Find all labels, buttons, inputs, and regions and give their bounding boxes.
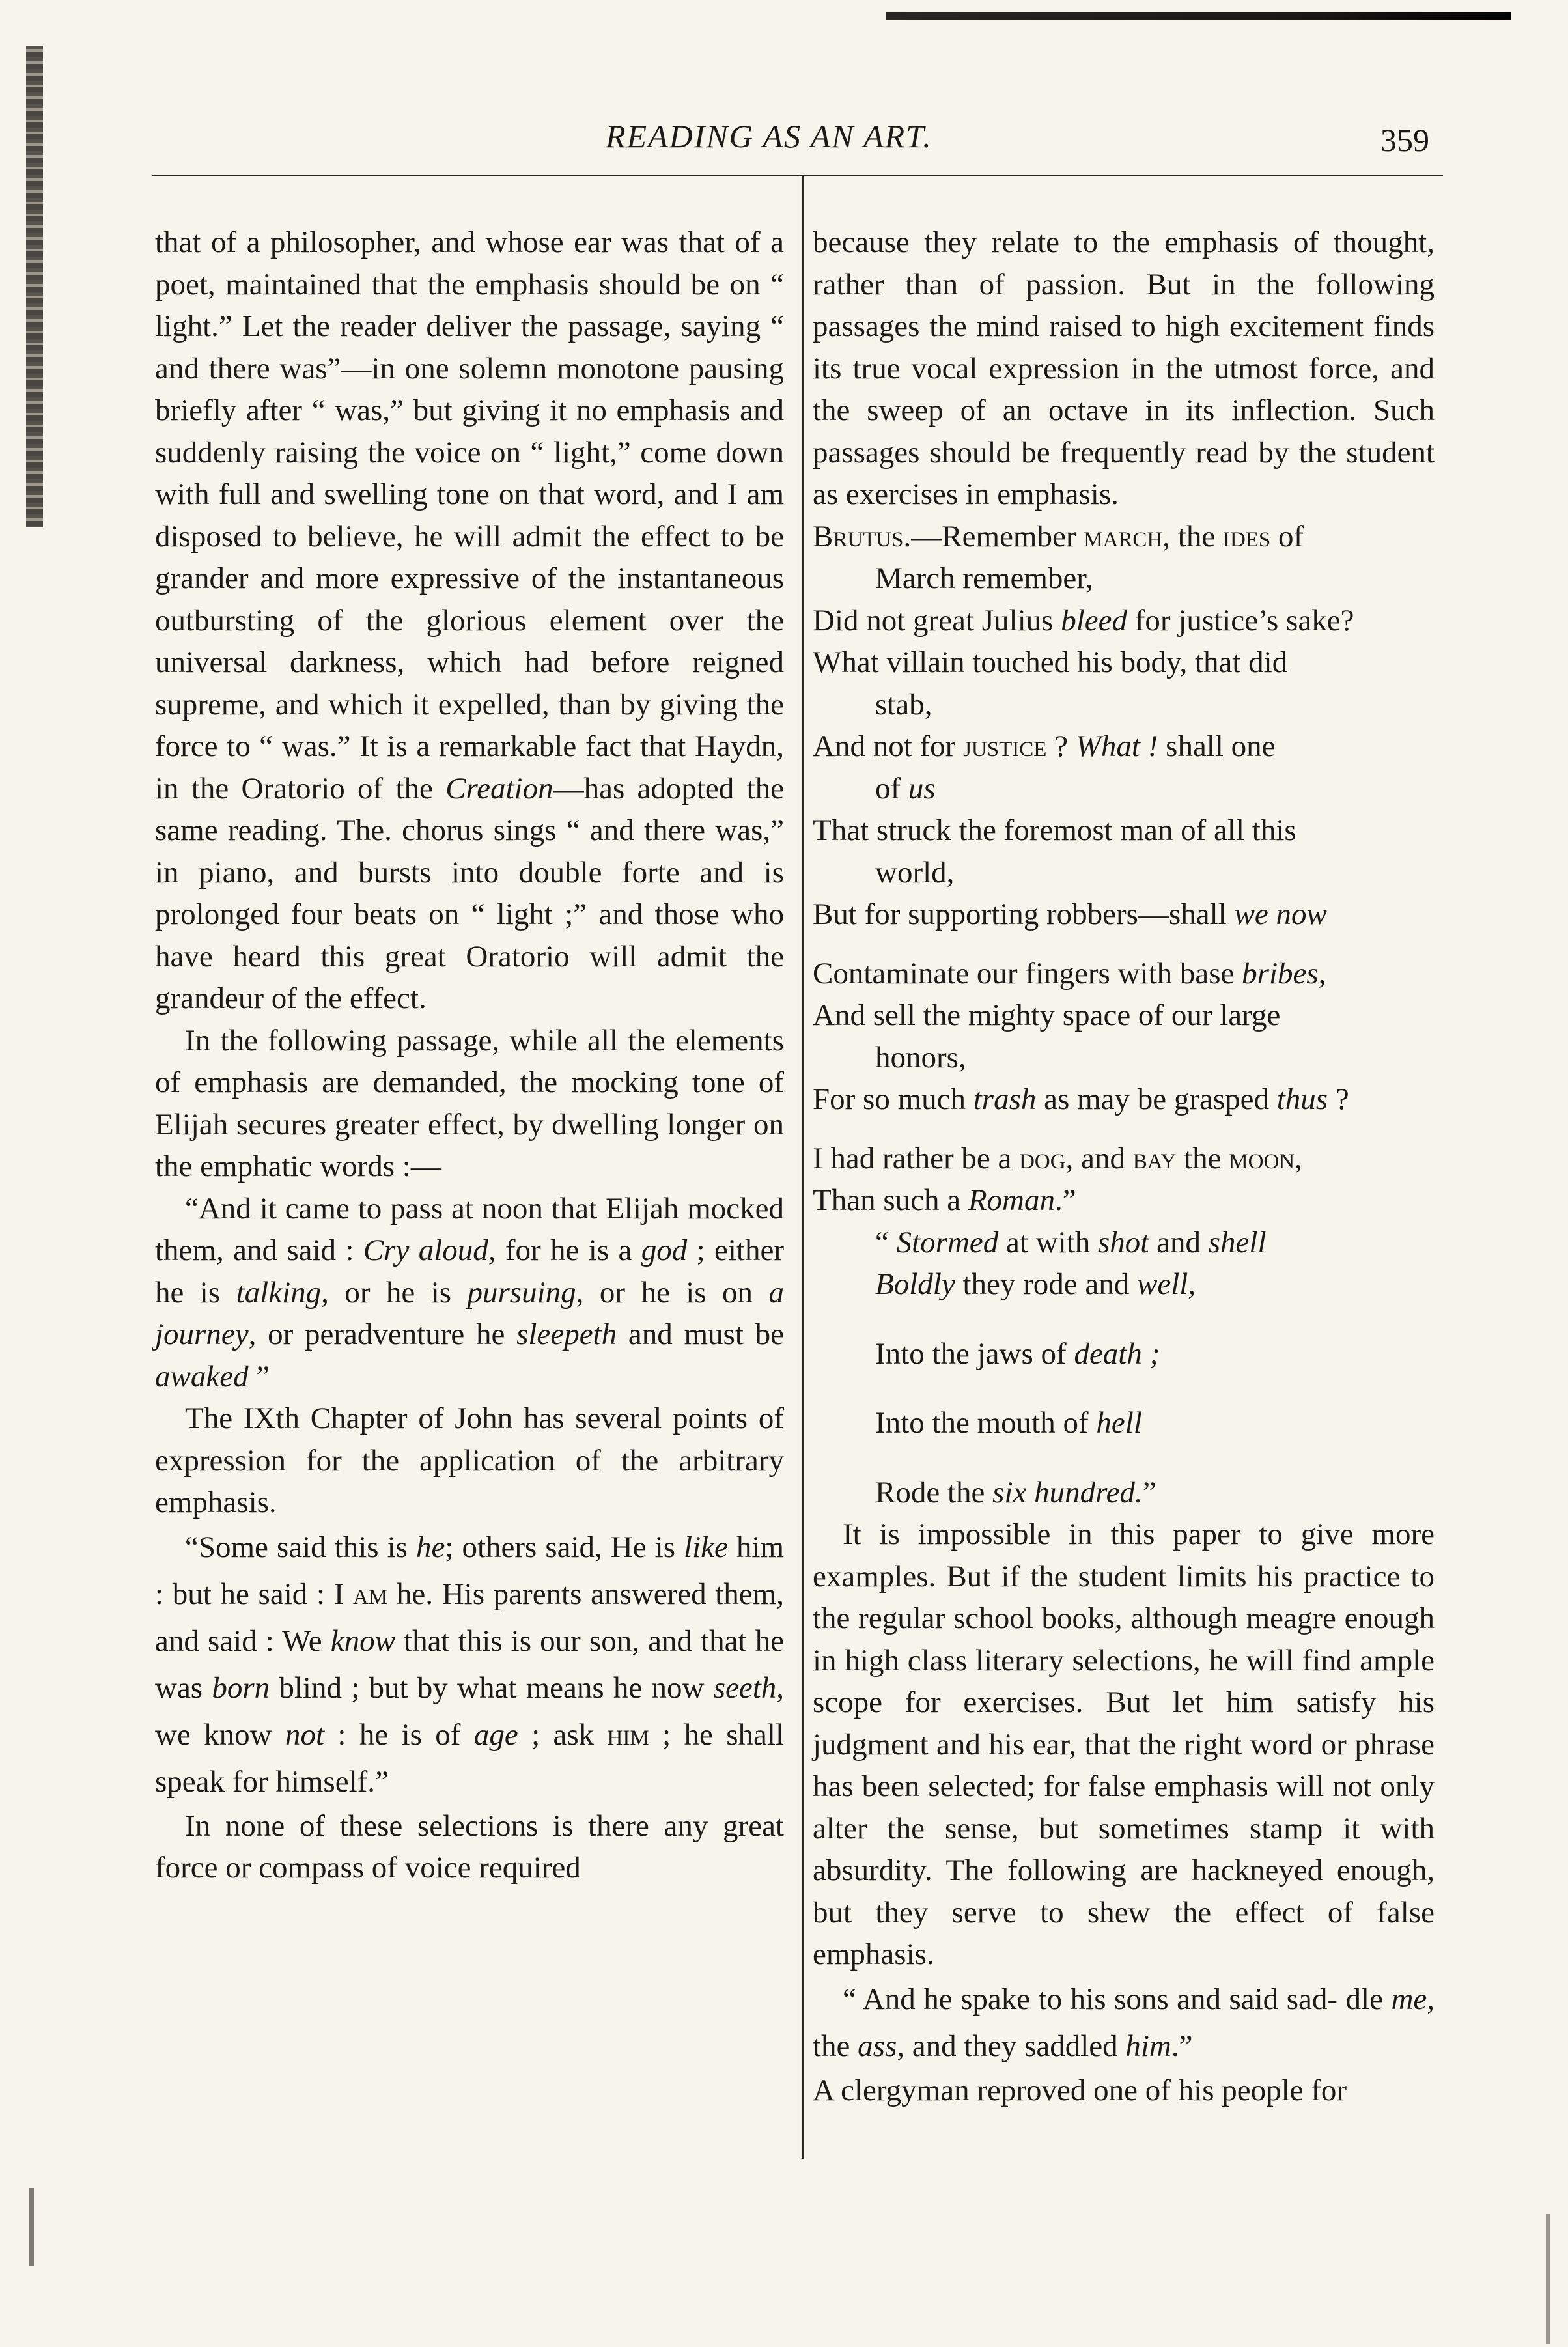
text: the	[1176, 1141, 1229, 1175]
verse-line	[875, 1263, 1435, 1306]
text: and	[1149, 1225, 1209, 1259]
text: he. His parents answered them, and said : We	[155, 1577, 784, 1658]
emphasis-text: sleepeth	[516, 1317, 617, 1351]
text: ”	[1142, 1475, 1156, 1510]
emphasis-text: bleed	[1061, 603, 1127, 638]
running-title: READING AS AN ART.	[606, 118, 932, 154]
emphasis-text: Creation	[445, 771, 553, 806]
verse-line	[813, 725, 1435, 768]
emphasis-text: pursuing	[467, 1275, 576, 1310]
small-caps-text: bay	[1132, 1141, 1177, 1175]
small-caps-text: ides	[1222, 519, 1271, 554]
text: ?	[1046, 729, 1076, 763]
text: “And it came to pass at noon that Elijah mocked them, and said :	[155, 1191, 784, 1267]
quote-elijah	[155, 1188, 784, 1398]
verse-line: And sell the mighty space of our large	[813, 998, 1281, 1032]
text: , and	[1065, 1141, 1133, 1175]
emphasis-text: shell	[1208, 1225, 1267, 1259]
emphasis-text: well,	[1136, 1267, 1196, 1301]
text: , we know	[155, 1670, 785, 1752]
text: blind ; but by what means he now	[270, 1670, 705, 1705]
text: of	[1270, 519, 1304, 554]
poem-quote	[813, 1222, 1435, 1514]
verse-line	[813, 600, 1435, 642]
emphasis-text: six hundred.	[992, 1475, 1143, 1510]
text: Rode the	[875, 1475, 993, 1510]
emphasis-text: hell	[1096, 1406, 1142, 1440]
text: ”	[248, 1359, 270, 1394]
text: and must be	[617, 1317, 784, 1351]
brutus-quote	[813, 516, 1435, 1222]
quote-john	[155, 1524, 784, 1805]
text: “ And he spake to his sons and said sad-	[843, 1982, 1337, 2016]
binding-edge	[26, 46, 43, 527]
text: But for supporting robbers—shall	[813, 897, 1235, 931]
page-number: 359	[1380, 122, 1429, 158]
text: Than such a	[813, 1183, 968, 1217]
text: at with	[998, 1225, 1099, 1259]
left-column	[155, 221, 784, 1889]
text: Contaminate our fingers with base	[813, 956, 1242, 991]
small-caps-text: dog	[1019, 1141, 1066, 1175]
emphasis-text: awaked	[155, 1359, 249, 1394]
emphasis-text: What !	[1075, 729, 1158, 763]
emphasis-text: us	[908, 771, 936, 806]
verse-line: world,	[875, 855, 955, 890]
text: , for he is a	[488, 1233, 641, 1267]
verse-line	[875, 1472, 1435, 1514]
verse-line	[813, 953, 1435, 995]
text: for justice’s sake?	[1127, 603, 1354, 638]
verse-line	[813, 1179, 1435, 1222]
text: Into the mouth of	[875, 1406, 1097, 1440]
verse-line	[813, 516, 1435, 558]
emphasis-text: know	[330, 1623, 395, 1658]
paragraph-text: —has adopted the same reading. The. chorus sings “ and there was,” in piano, and bursts into double forte and is prolonged four beats on “ light ;” and those who have heard this great Oratorio will admit the grandeur of the effect.	[155, 771, 784, 1015]
text: I had rather be a	[813, 1141, 1020, 1175]
top-edge-rule	[886, 12, 1511, 20]
verse-line	[875, 1402, 1435, 1444]
text: dle	[1345, 1982, 1392, 2016]
small-caps-text: moon	[1229, 1141, 1295, 1175]
emphasis-text: Boldly	[875, 1267, 955, 1301]
verse-line	[813, 768, 1435, 810]
verse-line	[813, 1138, 1435, 1180]
text: they rode and	[955, 1267, 1137, 1301]
paragraph: because they relate to the emphasis of thought, rather than of passion. But in the following passages the mind raised to high excitement finds its true vocal expression in the utmost force, and the sweep of an octave in its inflection. Such passages should be frequently read by the student as exercises in emphasis.	[813, 225, 1435, 511]
text: .”	[1055, 1183, 1076, 1217]
quote-saddle	[813, 1976, 1435, 2070]
emphasis-text: ass	[858, 2029, 897, 2063]
verse-line: March remember,	[875, 561, 1093, 595]
text: Into the jaws of	[875, 1336, 1074, 1371]
small-caps-text: march	[1084, 519, 1163, 554]
emphasis-text: god	[641, 1233, 688, 1267]
text: , or he is	[321, 1275, 468, 1310]
text: , or he is on	[576, 1275, 769, 1310]
text: “Some said this is	[185, 1530, 416, 1564]
paragraph: In the following passage, while all the elements of emphasis are demanded, the mocking tone of Elijah secures greater effect, by dwelling longer on the emphatic words :—	[155, 1023, 784, 1183]
emphasis-text: talking	[236, 1275, 322, 1310]
emphasis-text: we now	[1234, 897, 1327, 931]
emphasis-text: me	[1391, 1982, 1427, 2016]
verse-line: honors,	[875, 1040, 966, 1075]
text: ; others said, He is	[445, 1530, 684, 1564]
emphasis-text: thus	[1276, 1082, 1328, 1116]
speaker-name: Brutus	[813, 519, 904, 554]
right-column	[813, 221, 1435, 2111]
emphasis-text: death ;	[1074, 1336, 1160, 1371]
text: , or peradventure he	[248, 1317, 517, 1351]
emphasis-text: not	[285, 1717, 325, 1752]
small-caps-text: justice	[963, 729, 1047, 763]
emphasis-text: Cry aloud	[363, 1233, 488, 1267]
text: , and they saddled	[897, 2029, 1126, 2063]
header-rule	[152, 175, 1443, 176]
right-edge-mark	[1546, 2214, 1550, 2344]
paragraph: It is impossible in this paper to give more examples. But if the student limits his practice to the regular school books, although meagre enough in high class literary selections, he will find ample scope for exercises. But let him satisfy his judgment and his ear, that the right word or phrase has been selected; for false emphasis will not only alter the sense, but sometimes stamp it with absurdity. The following are hackneyed enough, but they serve to shew the effect of false emphasis.	[813, 1517, 1435, 1971]
emphasis-text: born	[212, 1670, 270, 1705]
paragraph	[155, 221, 784, 1020]
verse-line: What villain touched his body, that did	[813, 645, 1288, 679]
text: : he is of	[324, 1717, 474, 1752]
text: ,	[1295, 1141, 1302, 1175]
text: ?	[1328, 1082, 1349, 1116]
text: For so much	[813, 1082, 973, 1116]
small-caps-text: him	[607, 1717, 649, 1752]
emphasis-text: he	[415, 1530, 445, 1564]
text: ; either he is	[155, 1233, 784, 1310]
text: , the	[1162, 519, 1223, 554]
paragraph: A clergyman reproved one of his people for	[813, 2073, 1347, 2107]
text: him : but he said : I	[155, 1530, 784, 1611]
text: Did not great Julius	[813, 603, 1061, 638]
emphasis-text: him	[1125, 2029, 1171, 2063]
text: And not for	[813, 729, 964, 763]
emphasis-text: trash	[973, 1082, 1037, 1116]
verse-line	[813, 1078, 1435, 1121]
paragraph: In none of these selections is there any great force or compass of voice required	[155, 1808, 784, 1885]
text: ; he shall speak for himself.”	[155, 1717, 785, 1799]
text: ; ask	[518, 1717, 595, 1752]
emphasis-text: age	[473, 1717, 518, 1752]
column-divider	[802, 176, 804, 2159]
text: “	[875, 1225, 897, 1259]
verse-line	[875, 1222, 1435, 1264]
text: that this is our son, and that he was	[155, 1623, 784, 1705]
paragraph: The IXth Chapter of John has several points of expression for the application of the arbitrary emphasis.	[155, 1401, 784, 1519]
text: , the	[813, 1982, 1435, 2063]
verse-line: stab,	[875, 687, 932, 722]
small-caps-text: am	[353, 1577, 388, 1611]
emphasis-text: like	[684, 1530, 728, 1564]
text: of	[875, 771, 908, 806]
emphasis-text: bribes,	[1242, 956, 1326, 991]
emphasis-text: seeth	[713, 1670, 777, 1705]
text: .—Remember	[903, 519, 1084, 554]
paragraph-text: that of a philosopher, and whose ear was that of a poet, maintained that the emphasis should be on “ light.” Let the reader deliver the passage, saying “ and there was”—in one solemn monotone pausing briefly after “ was,” but giving it no emphasis and suddenly raising the voice on “ light,” come down with full and swelling tone on that word, and I am disposed to believe, he will admit the effect to be grander and more expressive of the instantaneous outbursting of the glorious element over the universal darkness, which had before reigned supreme, and which it expelled, than by giving the force to “ was.” It is a remarkable fact that Haydn, in the Oratorio of the	[155, 225, 784, 806]
emphasis-text: Stormed	[896, 1225, 999, 1259]
binding-edge-lower	[29, 2188, 34, 2266]
verse-line: That struck the foremost man of all this	[813, 813, 1296, 847]
text: .”	[1171, 2029, 1193, 2063]
emphasis-text: a journey	[155, 1275, 784, 1351]
emphasis-text: shot	[1098, 1225, 1149, 1259]
text: shall one	[1158, 729, 1276, 763]
verse-line	[813, 893, 1435, 936]
emphasis-text: Roman	[968, 1183, 1055, 1217]
page-header	[156, 117, 1459, 169]
text: as may be grasped	[1036, 1082, 1277, 1116]
verse-line	[875, 1333, 1435, 1375]
